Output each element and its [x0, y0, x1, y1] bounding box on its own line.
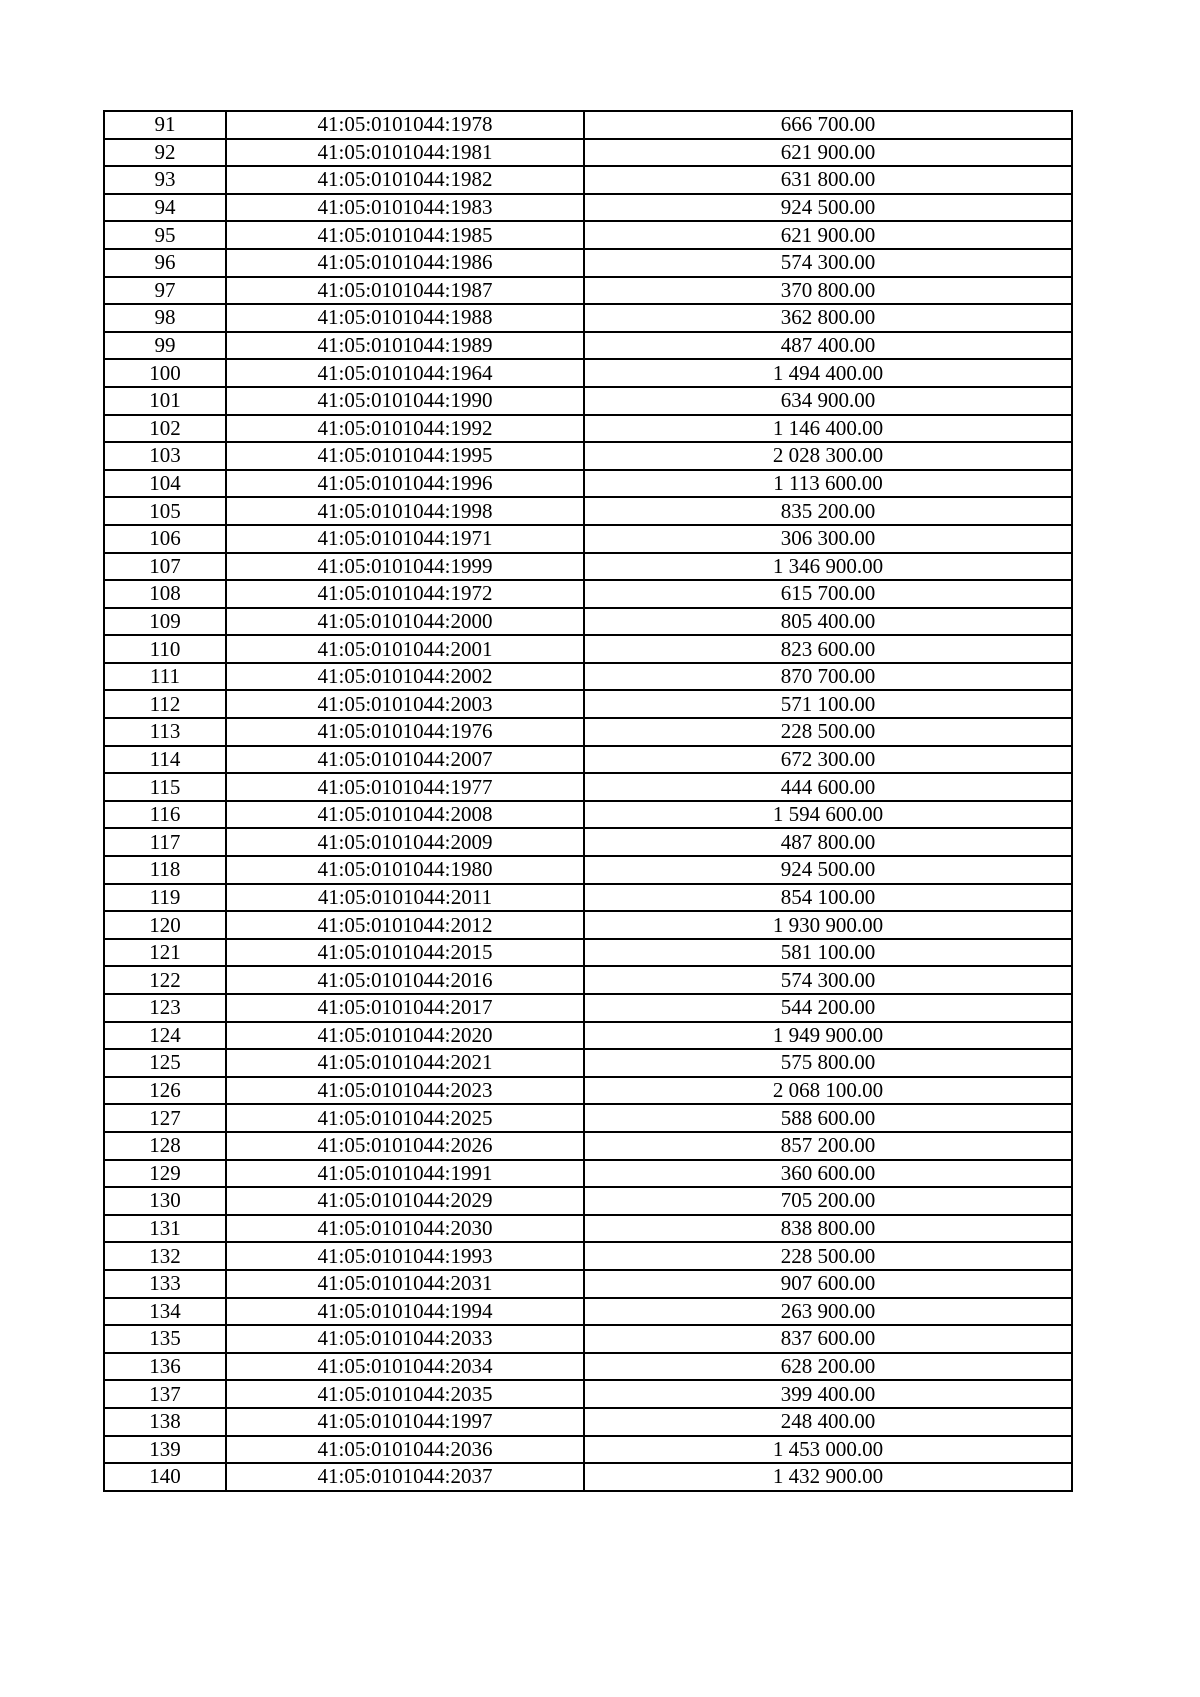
- table-row: [104, 139, 1072, 167]
- table-row: [104, 332, 1072, 360]
- row-number-cell: 122: [104, 966, 226, 994]
- table-row: [104, 415, 1072, 443]
- cadastral-value-cell: 854 100.00: [584, 884, 1072, 912]
- cadastral-value-cell: 574 300.00: [584, 966, 1072, 994]
- row-number-cell: 112: [104, 690, 226, 718]
- row-number-cell: 106: [104, 525, 226, 553]
- table-row: [104, 497, 1072, 525]
- table-row: [104, 1077, 1072, 1105]
- cadastral-number-cell: 41:05:0101044:2015: [226, 939, 584, 967]
- cadastral-value-cell: 1 146 400.00: [584, 415, 1072, 443]
- cadastral-value-cell: 1 113 600.00: [584, 470, 1072, 498]
- cadastral-number-cell: 41:05:0101044:1992: [226, 415, 584, 443]
- cadastral-value-cell: 631 800.00: [584, 166, 1072, 194]
- cadastral-number-cell: 41:05:0101044:2036: [226, 1436, 584, 1464]
- cadastral-value-cell: 263 900.00: [584, 1298, 1072, 1326]
- table-row: [104, 939, 1072, 967]
- table-row: [104, 1436, 1072, 1464]
- row-number-cell: 109: [104, 608, 226, 636]
- row-number-cell: 94: [104, 194, 226, 222]
- cadastral-number-cell: 41:05:0101044:1985: [226, 221, 584, 249]
- cadastral-number-cell: 41:05:0101044:1991: [226, 1160, 584, 1188]
- cadastral-number-cell: 41:05:0101044:2009: [226, 828, 584, 856]
- table-row: [104, 1298, 1072, 1326]
- cadastral-value-cell: 621 900.00: [584, 139, 1072, 167]
- table-row: [104, 635, 1072, 663]
- cadastral-value-cell: 805 400.00: [584, 608, 1072, 636]
- row-number-cell: 101: [104, 387, 226, 415]
- cadastral-value-cell: 1 949 900.00: [584, 1022, 1072, 1050]
- row-number-cell: 135: [104, 1325, 226, 1353]
- cadastral-value-cell: 615 700.00: [584, 580, 1072, 608]
- cadastral-number-cell: 41:05:0101044:1972: [226, 580, 584, 608]
- table-row: [104, 1215, 1072, 1243]
- cadastral-value-cell: 487 400.00: [584, 332, 1072, 360]
- cadastral-number-cell: 41:05:0101044:1986: [226, 249, 584, 277]
- row-number-cell: 96: [104, 249, 226, 277]
- cadastral-number-cell: 41:05:0101044:1980: [226, 856, 584, 884]
- cadastral-value-cell: 1 453 000.00: [584, 1436, 1072, 1464]
- row-number-cell: 129: [104, 1160, 226, 1188]
- table-row: [104, 221, 1072, 249]
- table-row: [104, 966, 1072, 994]
- cadastral-value-cell: 2 068 100.00: [584, 1077, 1072, 1105]
- table-row: [104, 828, 1072, 856]
- cadastral-number-cell: 41:05:0101044:2035: [226, 1380, 584, 1408]
- cadastral-value-cell: 1 494 400.00: [584, 359, 1072, 387]
- row-number-cell: 126: [104, 1077, 226, 1105]
- cadastral-value-cell: 362 800.00: [584, 304, 1072, 332]
- cadastral-value-cell: 666 700.00: [584, 111, 1072, 139]
- cadastral-number-cell: 41:05:0101044:1999: [226, 553, 584, 581]
- cadastral-number-cell: 41:05:0101044:2030: [226, 1215, 584, 1243]
- cadastral-value-cell: 621 900.00: [584, 221, 1072, 249]
- table-row: [104, 387, 1072, 415]
- cadastral-number-cell: 41:05:0101044:1977: [226, 773, 584, 801]
- row-number-cell: 103: [104, 442, 226, 470]
- cadastral-number-cell: 41:05:0101044:2016: [226, 966, 584, 994]
- row-number-cell: 97: [104, 277, 226, 305]
- row-number-cell: 93: [104, 166, 226, 194]
- table-row: [104, 249, 1072, 277]
- cadastral-value-cell: 907 600.00: [584, 1270, 1072, 1298]
- cadastral-number-cell: 41:05:0101044:2002: [226, 663, 584, 691]
- table-row: [104, 801, 1072, 829]
- cadastral-value-cell: 2 028 300.00: [584, 442, 1072, 470]
- table-row: [104, 277, 1072, 305]
- table-row: [104, 1242, 1072, 1270]
- row-number-cell: 132: [104, 1242, 226, 1270]
- cadastral-value-cell: 1 432 900.00: [584, 1463, 1072, 1491]
- cadastral-number-cell: 41:05:0101044:2034: [226, 1353, 584, 1381]
- cadastral-number-cell: 41:05:0101044:1990: [226, 387, 584, 415]
- table-row: [104, 1187, 1072, 1215]
- cadastral-number-cell: 41:05:0101044:1971: [226, 525, 584, 553]
- row-number-cell: 107: [104, 553, 226, 581]
- cadastral-value-cell: 306 300.00: [584, 525, 1072, 553]
- cadastral-number-cell: 41:05:0101044:2003: [226, 690, 584, 718]
- cadastral-value-cell: 575 800.00: [584, 1049, 1072, 1077]
- cadastral-value-cell: 370 800.00: [584, 277, 1072, 305]
- table-row: [104, 884, 1072, 912]
- cadastral-number-cell: 41:05:0101044:1988: [226, 304, 584, 332]
- cadastral-value-cell: 487 800.00: [584, 828, 1072, 856]
- row-number-cell: 138: [104, 1408, 226, 1436]
- cadastral-number-cell: 41:05:0101044:2017: [226, 994, 584, 1022]
- table-row: [104, 608, 1072, 636]
- cadastral-value-cell: 1 930 900.00: [584, 911, 1072, 939]
- cadastral-number-cell: 41:05:0101044:2020: [226, 1022, 584, 1050]
- table-row: [104, 1270, 1072, 1298]
- table-row: [104, 856, 1072, 884]
- row-number-cell: 91: [104, 111, 226, 139]
- cadastral-number-cell: 41:05:0101044:2025: [226, 1104, 584, 1132]
- table-row: [104, 994, 1072, 1022]
- row-number-cell: 117: [104, 828, 226, 856]
- cadastral-value-cell: 588 600.00: [584, 1104, 1072, 1132]
- cadastral-number-cell: 41:05:0101044:2007: [226, 746, 584, 774]
- cadastral-value-cell: 837 600.00: [584, 1325, 1072, 1353]
- row-number-cell: 130: [104, 1187, 226, 1215]
- table-row: [104, 359, 1072, 387]
- table-row: [104, 553, 1072, 581]
- cadastral-value-cell: 628 200.00: [584, 1353, 1072, 1381]
- cadastral-value-cell: 705 200.00: [584, 1187, 1072, 1215]
- cadastral-value-cell: 1 346 900.00: [584, 553, 1072, 581]
- cadastral-value-cell: 574 300.00: [584, 249, 1072, 277]
- cadastral-number-cell: 41:05:0101044:1983: [226, 194, 584, 222]
- table-row: [104, 470, 1072, 498]
- row-number-cell: 123: [104, 994, 226, 1022]
- row-number-cell: 111: [104, 663, 226, 691]
- cadastral-value-cell: 634 900.00: [584, 387, 1072, 415]
- table-row: [104, 911, 1072, 939]
- cadastral-number-cell: 41:05:0101044:1982: [226, 166, 584, 194]
- row-number-cell: 114: [104, 746, 226, 774]
- cadastral-value-cell: 544 200.00: [584, 994, 1072, 1022]
- table-row: [104, 1049, 1072, 1077]
- cadastral-number-cell: 41:05:0101044:1994: [226, 1298, 584, 1326]
- row-number-cell: 119: [104, 884, 226, 912]
- cadastral-number-cell: 41:05:0101044:1998: [226, 497, 584, 525]
- table-row: [104, 663, 1072, 691]
- table-row: [104, 525, 1072, 553]
- cadastral-number-cell: 41:05:0101044:1996: [226, 470, 584, 498]
- cadastral-value-cell: 360 600.00: [584, 1160, 1072, 1188]
- cadastral-value-cell: 571 100.00: [584, 690, 1072, 718]
- table-row: [104, 111, 1072, 139]
- cadastral-value-cell: 924 500.00: [584, 194, 1072, 222]
- table-row: [104, 690, 1072, 718]
- row-number-cell: 118: [104, 856, 226, 884]
- table-row: [104, 1104, 1072, 1132]
- cadastral-value-cell: 823 600.00: [584, 635, 1072, 663]
- row-number-cell: 136: [104, 1353, 226, 1381]
- cadastral-number-cell: 41:05:0101044:2033: [226, 1325, 584, 1353]
- row-number-cell: 110: [104, 635, 226, 663]
- cadastral-value-cell: 835 200.00: [584, 497, 1072, 525]
- cadastral-value-cell: 248 400.00: [584, 1408, 1072, 1436]
- cadastral-number-cell: 41:05:0101044:2008: [226, 801, 584, 829]
- cadastral-value-cell: 228 500.00: [584, 1242, 1072, 1270]
- row-number-cell: 127: [104, 1104, 226, 1132]
- row-number-cell: 121: [104, 939, 226, 967]
- cadastral-number-cell: 41:05:0101044:1989: [226, 332, 584, 360]
- cadastral-number-cell: 41:05:0101044:2001: [226, 635, 584, 663]
- cadastral-number-cell: 41:05:0101044:2031: [226, 1270, 584, 1298]
- table-row: [104, 1325, 1072, 1353]
- row-number-cell: 124: [104, 1022, 226, 1050]
- row-number-cell: 100: [104, 359, 226, 387]
- cadastral-number-cell: 41:05:0101044:1997: [226, 1408, 584, 1436]
- table-row: [104, 746, 1072, 774]
- cadastral-number-cell: 41:05:0101044:2029: [226, 1187, 584, 1215]
- cadastral-number-cell: 41:05:0101044:1976: [226, 718, 584, 746]
- cadastral-number-cell: 41:05:0101044:1964: [226, 359, 584, 387]
- cadastral-number-cell: 41:05:0101044:1995: [226, 442, 584, 470]
- row-number-cell: 102: [104, 415, 226, 443]
- row-number-cell: 108: [104, 580, 226, 608]
- cadastral-number-cell: 41:05:0101044:1987: [226, 277, 584, 305]
- cadastral-number-cell: 41:05:0101044:2037: [226, 1463, 584, 1491]
- row-number-cell: 95: [104, 221, 226, 249]
- cadastral-number-cell: 41:05:0101044:2021: [226, 1049, 584, 1077]
- row-number-cell: 120: [104, 911, 226, 939]
- table-row: [104, 773, 1072, 801]
- table-row: [104, 718, 1072, 746]
- row-number-cell: 131: [104, 1215, 226, 1243]
- cadastral-value-cell: 672 300.00: [584, 746, 1072, 774]
- cadastral-value-cell: 857 200.00: [584, 1132, 1072, 1160]
- table-row: [104, 1463, 1072, 1491]
- cadastral-number-cell: 41:05:0101044:1978: [226, 111, 584, 139]
- row-number-cell: 133: [104, 1270, 226, 1298]
- table-row: [104, 1160, 1072, 1188]
- row-number-cell: 116: [104, 801, 226, 829]
- cadastral-number-cell: 41:05:0101044:2023: [226, 1077, 584, 1105]
- row-number-cell: 113: [104, 718, 226, 746]
- row-number-cell: 92: [104, 139, 226, 167]
- cadastral-number-cell: 41:05:0101044:2012: [226, 911, 584, 939]
- cadastral-value-cell: 1 594 600.00: [584, 801, 1072, 829]
- table-row: [104, 442, 1072, 470]
- table-row: [104, 1380, 1072, 1408]
- table-row: [104, 1408, 1072, 1436]
- cadastral-value-cell: 581 100.00: [584, 939, 1072, 967]
- row-number-cell: 134: [104, 1298, 226, 1326]
- cadastral-value-cell: 838 800.00: [584, 1215, 1072, 1243]
- row-number-cell: 137: [104, 1380, 226, 1408]
- row-number-cell: 98: [104, 304, 226, 332]
- row-number-cell: 139: [104, 1436, 226, 1464]
- row-number-cell: 105: [104, 497, 226, 525]
- row-number-cell: 115: [104, 773, 226, 801]
- cadastral-value-cell: 924 500.00: [584, 856, 1072, 884]
- row-number-cell: 125: [104, 1049, 226, 1077]
- cadastral-value-cell: 399 400.00: [584, 1380, 1072, 1408]
- cadastral-value-cell: 870 700.00: [584, 663, 1072, 691]
- row-number-cell: 128: [104, 1132, 226, 1160]
- table-row: [104, 1353, 1072, 1381]
- table-row: [104, 580, 1072, 608]
- table-row: [104, 194, 1072, 222]
- table-row: [104, 1132, 1072, 1160]
- table-row: [104, 166, 1072, 194]
- row-number-cell: 104: [104, 470, 226, 498]
- cadastral-number-cell: 41:05:0101044:2000: [226, 608, 584, 636]
- cadastral-value-table: [103, 110, 1073, 1492]
- table-row: [104, 1022, 1072, 1050]
- cadastral-value-cell: 228 500.00: [584, 718, 1072, 746]
- row-number-cell: 140: [104, 1463, 226, 1491]
- table-row: [104, 304, 1072, 332]
- table-body: [104, 111, 1072, 1491]
- cadastral-number-cell: 41:05:0101044:2011: [226, 884, 584, 912]
- cadastral-number-cell: 41:05:0101044:1981: [226, 139, 584, 167]
- row-number-cell: 99: [104, 332, 226, 360]
- cadastral-number-cell: 41:05:0101044:1993: [226, 1242, 584, 1270]
- cadastral-number-cell: 41:05:0101044:2026: [226, 1132, 584, 1160]
- cadastral-value-cell: 444 600.00: [584, 773, 1072, 801]
